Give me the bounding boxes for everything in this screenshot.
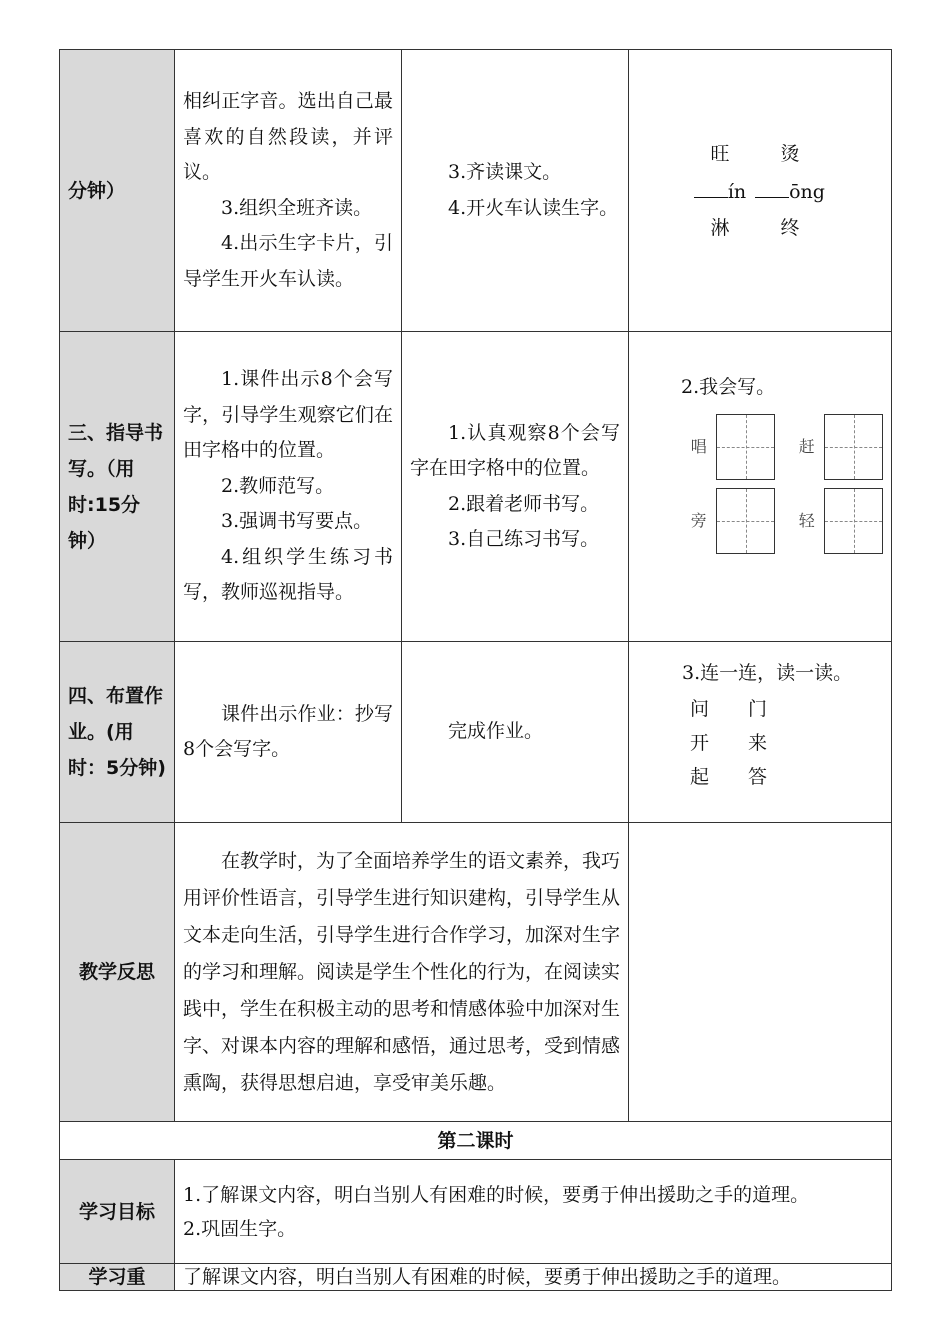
lesson-plan-table <box>59 49 892 1291</box>
objectives-cell <box>175 1160 892 1264</box>
teacher-activity-cell <box>175 642 402 823</box>
match-right: 来 <box>748 731 768 754</box>
activity-text: 3.齐读课文。 <box>448 161 562 183</box>
exercise-title: 3.连一连，读一读。 <box>682 662 853 684</box>
hanzi: 终 <box>780 216 800 239</box>
activity-text: 3.组织全班齐读。 <box>221 196 373 219</box>
tianzige-grid <box>716 488 775 554</box>
table-row <box>60 1122 892 1160</box>
reflection-cell <box>175 823 629 1122</box>
row-label: 三、指导书写。（用时:15分钟） <box>60 332 175 642</box>
teacher-activity-cell <box>175 50 402 332</box>
activity-text: 1.认真观察8个会写字在田字格中的位置。 <box>410 421 620 479</box>
tianzige-grid <box>824 488 883 554</box>
practice-char: 唱 <box>690 436 707 456</box>
activity-text: 3.强调书写要点。 <box>221 510 373 533</box>
exercise-title: 2.我会写。 <box>681 376 776 398</box>
hanzi: 旺 <box>710 142 730 165</box>
student-activity-cell <box>402 642 629 823</box>
table-row <box>60 642 892 823</box>
activity-text: 相纠正字音。选出自己最喜欢的自然段读，并评议。 <box>183 90 393 183</box>
exercise-cell <box>629 642 892 823</box>
row-label: 学习重 <box>60 1264 175 1291</box>
table-row <box>60 823 892 1122</box>
match-left: 开 <box>690 731 710 754</box>
activity-text: 完成作业。 <box>448 720 544 743</box>
activity-text: 4.出示生字卡片，引导学生开火车认读。 <box>183 232 393 290</box>
match-right: 门 <box>748 697 768 720</box>
pinyin-blank: ōng <box>750 175 830 207</box>
match-left: 问 <box>690 697 710 720</box>
exercise-cell <box>629 332 892 642</box>
practice-char: 旁 <box>690 510 707 530</box>
activity-text: 2.教师范写。 <box>221 474 335 497</box>
activity-text: 4.开火车认读生字。 <box>448 196 619 219</box>
reflection-text: 在教学时，为了全面培养学生的语文素养，我巧用评价性语言，引导学生进行知识建构，引导学生从文本走向生活，引导学生进行合作学习，加深对生字的学习和理解。阅读是学生个性化的行为，在阅读实践中，学生在积极主动的思考和情感体验中加深对生字、对课本内容的理解和感悟，通过思考，受到情感熏陶，获得思想启迪，享受审美乐趣。 <box>183 849 621 1094</box>
exercise-cell <box>629 50 892 332</box>
pinyin-blank: ín <box>690 175 750 207</box>
row-label: 分钟） <box>60 50 175 332</box>
teacher-activity-cell <box>175 332 402 642</box>
row-label: 学习目标 <box>60 1160 175 1264</box>
table-row <box>60 50 892 332</box>
key-points-cell: 了解课文内容，明白当别人有困难的时候，要勇于伸出援助之手的道理。 <box>175 1264 892 1291</box>
activity-text: 2.跟着老师书写。 <box>448 492 600 515</box>
table-row <box>60 1264 892 1291</box>
writing-row <box>681 414 883 480</box>
student-activity-cell <box>402 50 629 332</box>
activity-text: 3.自己练习书写。 <box>448 528 600 550</box>
section-title: 第二课时 <box>60 1122 892 1160</box>
activity-text: 课件出示作业：抄写8个会写字。 <box>183 702 393 760</box>
empty-cell <box>629 823 892 1122</box>
table-row <box>60 332 892 642</box>
activity-text: 4.组织学生练习书写，教师巡视指导。 <box>183 545 393 604</box>
tianzige-grid <box>824 414 883 480</box>
table-row <box>60 1160 892 1264</box>
activity-text: 1.课件出示8个会写字，引导学生观察它们在田字格中的位置。 <box>183 368 393 462</box>
pinyin-exercise <box>637 139 883 243</box>
hanzi: 淋 <box>710 216 730 239</box>
row-label: 教学反思 <box>60 823 175 1122</box>
writing-row <box>681 488 883 554</box>
row-label: 四、布置作业。(用时：5分钟) <box>60 642 175 823</box>
student-activity-cell <box>402 332 629 642</box>
match-exercise <box>637 692 883 794</box>
match-right: 答 <box>748 765 768 788</box>
objective-item: 1.了解课文内容，明白当别人有困难的时候，要勇于伸出援助之手的道理。 <box>183 1183 810 1206</box>
practice-char: 轻 <box>798 510 815 530</box>
objective-item: 2.巩固生字。 <box>183 1217 297 1240</box>
match-left: 起 <box>690 765 710 788</box>
tianzige-grid <box>716 414 775 480</box>
practice-char: 赶 <box>798 436 815 456</box>
hanzi: 烫 <box>780 142 800 165</box>
